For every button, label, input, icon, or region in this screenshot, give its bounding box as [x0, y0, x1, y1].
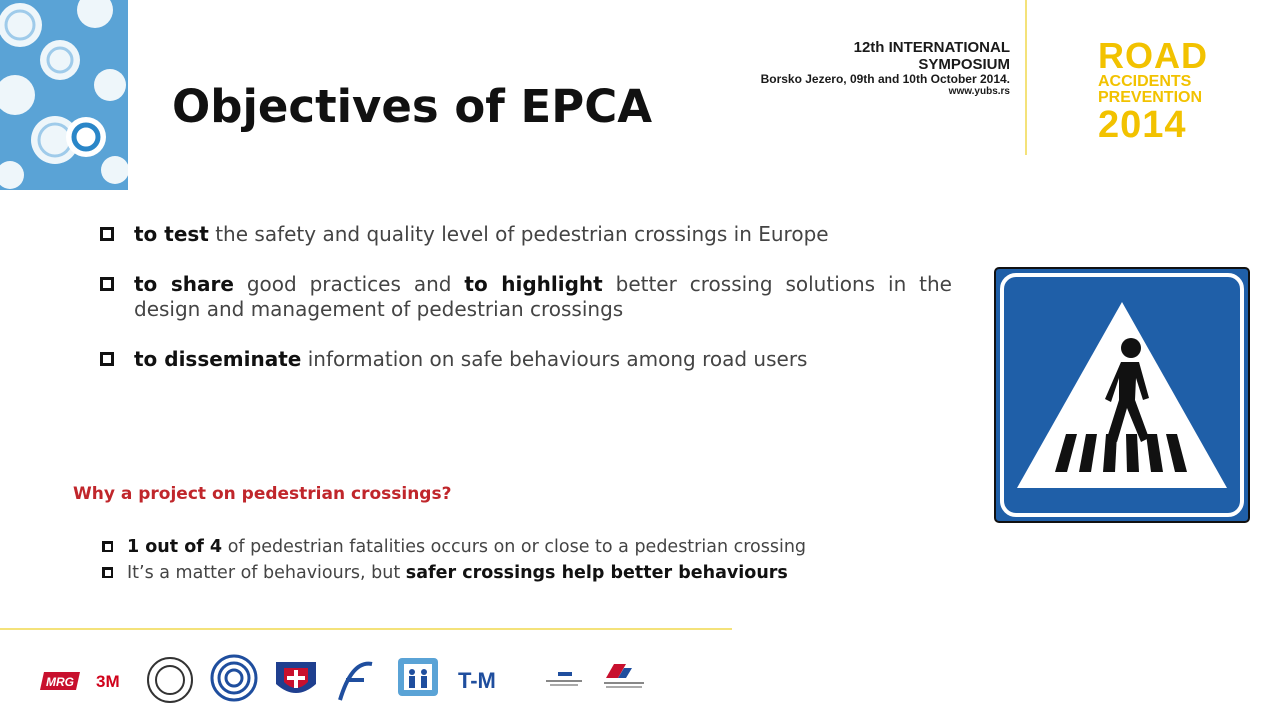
brand-line-1: ROAD [1098, 35, 1208, 76]
sponsor-logo [276, 662, 316, 693]
why-list [102, 536, 938, 588]
objective-item [100, 272, 952, 322]
objective-text: to share good practices and to highlight better crossing solutions in the design and management of pedestrian crossings [134, 272, 952, 321]
sponsor-logo [546, 672, 582, 686]
sponsor-logo [212, 656, 256, 700]
sponsor-logo [398, 658, 438, 696]
sponsor-logo [148, 658, 192, 702]
symposium-header [640, 40, 1010, 97]
checkbox-bullet-icon [102, 541, 113, 552]
brand-line-4: 2014 [1098, 104, 1187, 146]
sponsor-logo [340, 664, 372, 700]
symposium-line-1: 12th INTERNATIONAL [853, 39, 1010, 56]
objective-item [100, 347, 952, 372]
objective-item [100, 222, 952, 247]
checkbox-bullet-icon [102, 567, 113, 578]
page-title: Objectives of EPCA [172, 80, 653, 133]
header-divider [1025, 0, 1027, 155]
brand-line-2: ACCIDENTS [1098, 73, 1192, 90]
checkbox-bullet-icon [100, 277, 114, 291]
symposium-line-3: Borsko Jezero, 09th and 10th October 2014. [760, 72, 1010, 86]
decorative-pattern [0, 0, 128, 190]
sponsor-logo: 3M [96, 672, 120, 691]
why-item [102, 562, 938, 584]
why-text: It’s a matter of behaviours, but safer crossings help better behaviours [127, 563, 788, 583]
objectives-list [100, 222, 952, 397]
brand-logo [1098, 35, 1228, 146]
svg-text:MRG: MRG [46, 675, 74, 689]
sponsor-logos [40, 650, 680, 710]
footer-divider [0, 628, 732, 630]
checkbox-bullet-icon [100, 227, 114, 241]
sponsor-logo [40, 672, 80, 690]
sponsor-logo [604, 664, 644, 688]
sponsor-logo: T-M [458, 668, 496, 693]
pedestrian-crossing-sign-icon [993, 266, 1251, 524]
objective-text: to test the safety and quality level of pedestrian crossings in Europe [134, 222, 829, 246]
brand-line-3: PREVENTION [1098, 89, 1203, 106]
objective-text: to disseminate information on safe behaviours among road users [134, 347, 808, 371]
symposium-url: www.yubs.rs [948, 86, 1010, 98]
symposium-line-2: SYMPOSIUM [918, 55, 1010, 73]
why-heading: Why a project on pedestrian crossings? [73, 484, 452, 504]
why-text: 1 out of 4 of pedestrian fatalities occurs on or close to a pedestrian crossing [127, 537, 807, 557]
why-item [102, 536, 938, 558]
checkbox-bullet-icon [100, 352, 114, 366]
